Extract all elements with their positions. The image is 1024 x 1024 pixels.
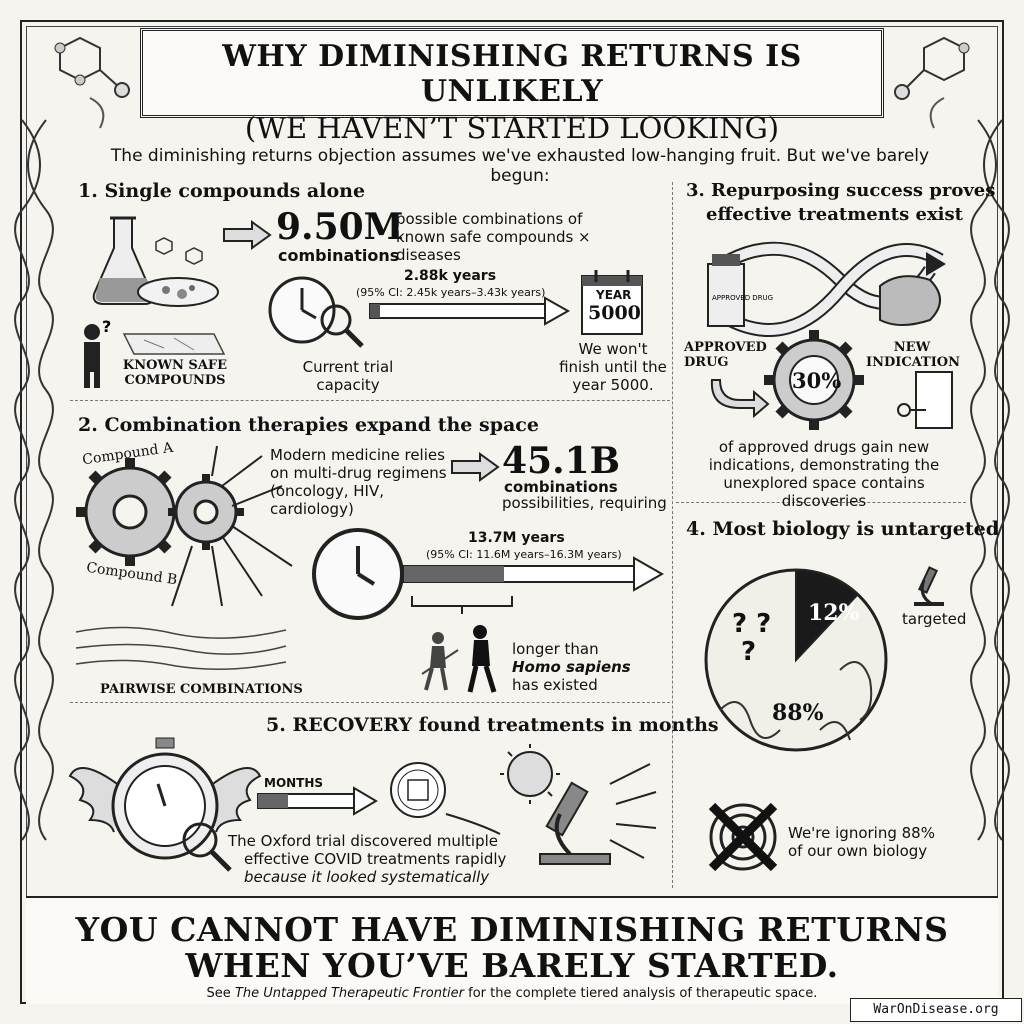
homo-name: Homo sapiens	[512, 658, 631, 676]
evolution-figures-icon	[418, 624, 508, 694]
watermark-link[interactable]: WarOnDisease.org	[850, 998, 1022, 1022]
section1-years: 2.88k years	[404, 268, 497, 284]
section2-big-number: 45.1B	[502, 440, 621, 482]
footer-line2: WHEN YOU’VE BARELY STARTED.	[185, 946, 839, 985]
oxford-seal-icon	[388, 760, 448, 820]
page-subtitle: (WE HAVEN’T STARTED LOOKING)	[244, 111, 780, 145]
pairwise-label: PAIRWISE COMBINATIONS	[100, 682, 303, 697]
section1-description: possible combinations of known safe compounds × diseases	[396, 210, 591, 264]
months-label: MONTHS	[264, 776, 324, 790]
section2-title: 2. Combination therapies expand the space	[78, 414, 539, 436]
section3-title-2: effective treatments exist	[706, 204, 963, 225]
cite-post: for the complete tiered analysis of therapeutic space.	[468, 986, 818, 1001]
clock-caption: Current trial capacity	[302, 358, 394, 394]
pie-label-untargeted: 88%	[772, 700, 824, 726]
section2-clock-icon	[308, 524, 668, 624]
clock-magnifier-icon	[266, 274, 376, 354]
section5-title: 5. RECOVERY found treatments in months	[266, 714, 719, 736]
repurpose-percent: 30%	[792, 368, 842, 393]
section1-timeline-arrow-icon	[370, 296, 570, 326]
months-arrow-icon	[258, 786, 378, 816]
section3-title-1: 3. Repurposing success proves	[686, 180, 996, 201]
compound-a-label: Compound A	[81, 439, 175, 469]
cite-pre: See	[206, 986, 231, 1001]
pairwise-map-icon	[76, 622, 286, 678]
section2-big-label: combinations	[504, 478, 618, 496]
section2-years: 13.7M years	[468, 530, 565, 546]
intro-text: The diminishing returns objection assumes we've exhausted low-hanging fruit. But we've barely begun:	[110, 146, 930, 186]
targeted-label: targeted	[902, 610, 967, 628]
section3-description: of approved drugs gain new indications, demonstrating the unexplored space contains discoveries	[708, 438, 940, 510]
svg-text:?: ?	[102, 317, 112, 336]
compound-b-label: Compound B	[85, 559, 179, 589]
title-box	[140, 28, 884, 145]
arrow-right-icon	[222, 220, 272, 250]
winged-stopwatch-icon	[70, 736, 260, 876]
molecule-top-left-icon	[30, 28, 140, 138]
section2-big-sub: possibilities, requiring	[502, 494, 667, 512]
cite-title: The Untapped Therapeutic Frontier	[234, 986, 464, 1001]
footer-box	[26, 896, 998, 1004]
ignoring-text: We're ignoring 88% of our own biology	[788, 824, 935, 860]
section2-description: Modern medicine relies on multi-drug regimens (oncology, HIV, cardiology)	[270, 446, 447, 518]
homo-post: has existed	[512, 676, 598, 694]
section2-arrow-icon	[450, 452, 500, 482]
calendar-year: 5000	[588, 302, 641, 324]
microscope-icon	[910, 566, 950, 608]
footer-line1: YOU CANNOT HAVE DIMINISHING RETURNS	[75, 910, 949, 949]
dna-helix-right-icon	[970, 120, 1010, 900]
approved-drug-label: APPROVED DRUG	[684, 340, 767, 370]
section1-big-number: 9.50M	[276, 206, 404, 248]
known-safe-label: KNOWN SAFE COMPOUNDS	[122, 358, 228, 388]
pie-label-targeted: 12%	[808, 600, 860, 626]
finish-caption: We won't finish until the year 5000.	[559, 340, 667, 394]
section1-ci: (95% CI: 2.45k years–3.43k years)	[356, 286, 546, 299]
section5-description-3: because it looked systematically	[244, 868, 490, 886]
repurposing-icons	[690, 230, 960, 430]
column-divider	[672, 182, 673, 888]
biology-pie-chart	[700, 560, 900, 780]
section1-title: 1. Single compounds alone	[78, 180, 366, 202]
dna-helix-left-icon	[14, 120, 54, 900]
flask-icon	[86, 212, 236, 312]
homo-pre: longer than	[512, 640, 599, 658]
molecule-top-right-icon	[884, 28, 994, 138]
question-marks: ? ? ?	[732, 609, 772, 667]
section-divider-1-2	[70, 400, 670, 401]
vial-label: APPROVED DRUG	[712, 294, 774, 302]
target-x-icon	[706, 800, 780, 874]
section5-description-2: effective COVID treatments rapidly	[244, 850, 507, 868]
section4-title: 4. Most biology is untargeted	[686, 518, 1000, 540]
page-title: WHY DIMINISHING RETURNS IS UNLIKELY	[222, 39, 802, 109]
calendar-year-label: YEAR	[596, 288, 632, 302]
section-divider-2-5	[70, 702, 670, 703]
new-indication-label: NEW INDICATION	[866, 340, 961, 370]
section1-big-label: combinations	[278, 246, 400, 265]
section2-ci: (95% CI: 11.6M years–16.3M years)	[426, 548, 622, 561]
section5-description-1: The Oxford trial discovered multiple	[228, 832, 498, 850]
